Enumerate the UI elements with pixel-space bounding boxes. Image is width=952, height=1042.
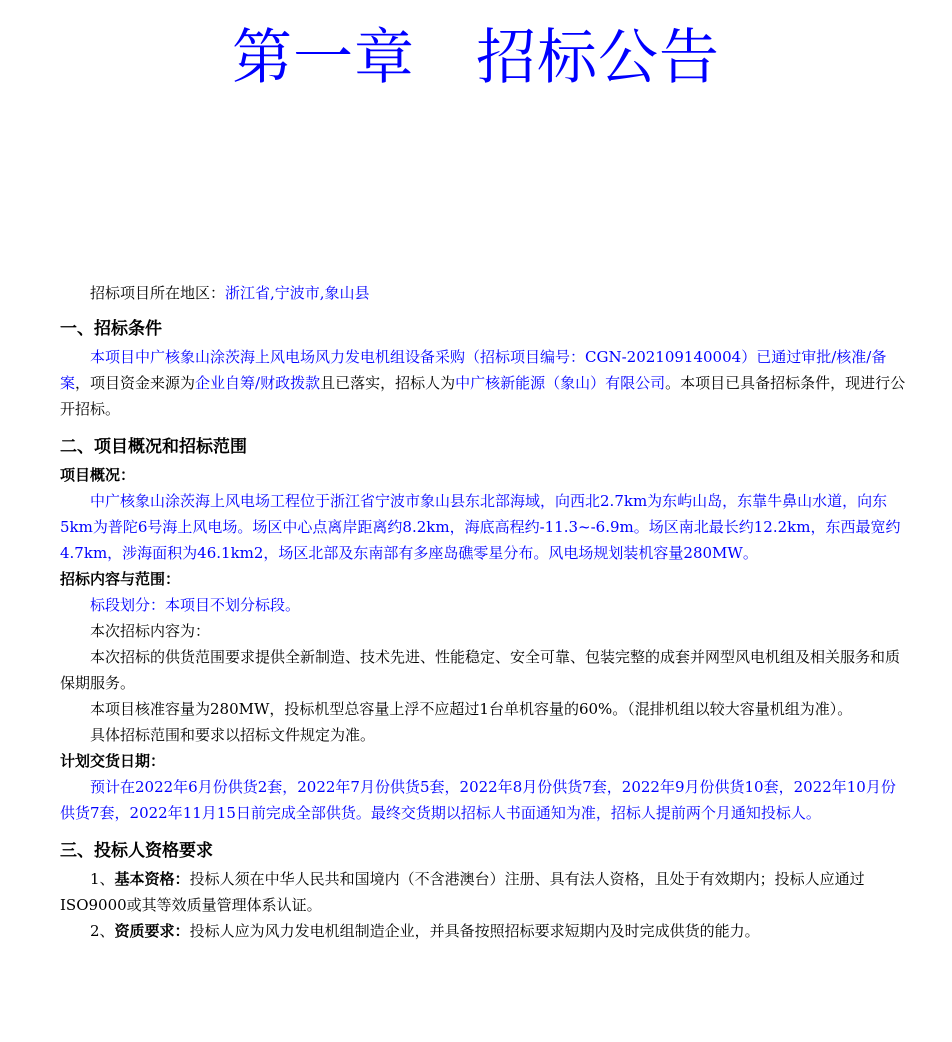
section1-heading: 一、招标条件 — [60, 319, 162, 339]
region-value: 浙江省,宁波市,象山县 — [225, 284, 370, 302]
section3-heading: 三、投标人资格要求 — [60, 841, 213, 861]
content-intro: 本次招标内容为： — [90, 622, 211, 640]
delivery-text: 预计在2022年6月份供货2套，2022年7月份供货5套，2022年8月份供货7套，2022年9月份供货10套，2022年10月份供货7套，2022年11月15日前完成全部供货。最终交货期以招标人书面通知为准，招标人提前两个月通知投标人。 — [60, 778, 896, 822]
overview-text: 中广核象山涂茨海上风电场工程位于浙江省宁波市象山县东北部海域，向西北2.7km为东屿山岛，东靠牛鼻山水道，向东5km为普陀6号海上风电场。场区中心点离岸距离约8.2km，海底高程约-11.3~-6.9m。场区南北最长约12.2km，东西最宽约4.7km，涉海面积为46.1km2，场区北部及东南部有多座岛礁零星分布。风电场规划装机容量280MW。 — [60, 492, 901, 562]
item1-label: 基本资格： — [114, 870, 190, 888]
page-title: 第一章 招标公告 — [232, 23, 720, 93]
section1-text-c: ，项目资金来源为 — [75, 374, 196, 392]
project-region — [60, 280, 908, 306]
approval-type: 审批/核准/备案 — [60, 348, 887, 392]
overview-label: 项目概况： — [60, 466, 136, 484]
section1-text-b: ）已通过 — [741, 348, 802, 366]
item1-number: 1、 — [90, 870, 115, 888]
section1-text-e: 。本项目已具备招标条件，现进行公开招标。 — [60, 374, 906, 418]
project-code: CGN-202109140004 — [585, 348, 742, 366]
item1-text: 投标人须在中华人民共和国境内（不含港澳台）注册、具有法人资格，且处于有效期内；投标人应通过ISO9000或其等效质量管理体系认证。 — [60, 870, 865, 914]
region-label: 招标项目所在地区： — [90, 284, 226, 302]
lot-text: 标段划分：本项目不划分标段。 — [90, 596, 301, 614]
document-body — [60, 280, 908, 944]
funding-source: 企业自筹/财政拨款 — [195, 374, 321, 392]
section2-heading: 二、项目概况和招标范围 — [60, 437, 247, 457]
tenderer-name: 中广核新能源（象山）有限公司 — [455, 374, 666, 392]
qualification-item-2 — [60, 918, 908, 944]
item2-text: 投标人应为风力发电机组制造企业，并具备按照招标要求短期内及时完成供货的能力。 — [189, 922, 760, 940]
section1-text-d: 且已落实，招标人为 — [320, 374, 456, 392]
section1-paragraph — [60, 344, 908, 422]
scope-label: 招标内容与范围： — [60, 570, 181, 588]
delivery-label: 计划交货日期： — [60, 752, 166, 770]
supply-text: 本次招标的供货范围要求提供全新制造、技术先进、性能稳定、安全可靠、包装完整的成套并网型风电机组及相关服务和质保期服务。 — [60, 648, 901, 692]
qualification-item-1 — [60, 866, 908, 918]
item2-number: 2、 — [90, 922, 115, 940]
capacity-text: 本项目核准容量为280MW，投标机型总容量上浮不应超过1台单机容量的60%。（混排机组以较大容量机组为准）。 — [90, 700, 853, 718]
section1-text-a: 本项目中广核象山涂茨海上风电场风力发电机组设备采购（招标项目编号： — [90, 348, 586, 366]
scope-note: 具体招标范围和要求以招标文件规定为准。 — [90, 726, 376, 744]
item2-label: 资质要求： — [114, 922, 190, 940]
